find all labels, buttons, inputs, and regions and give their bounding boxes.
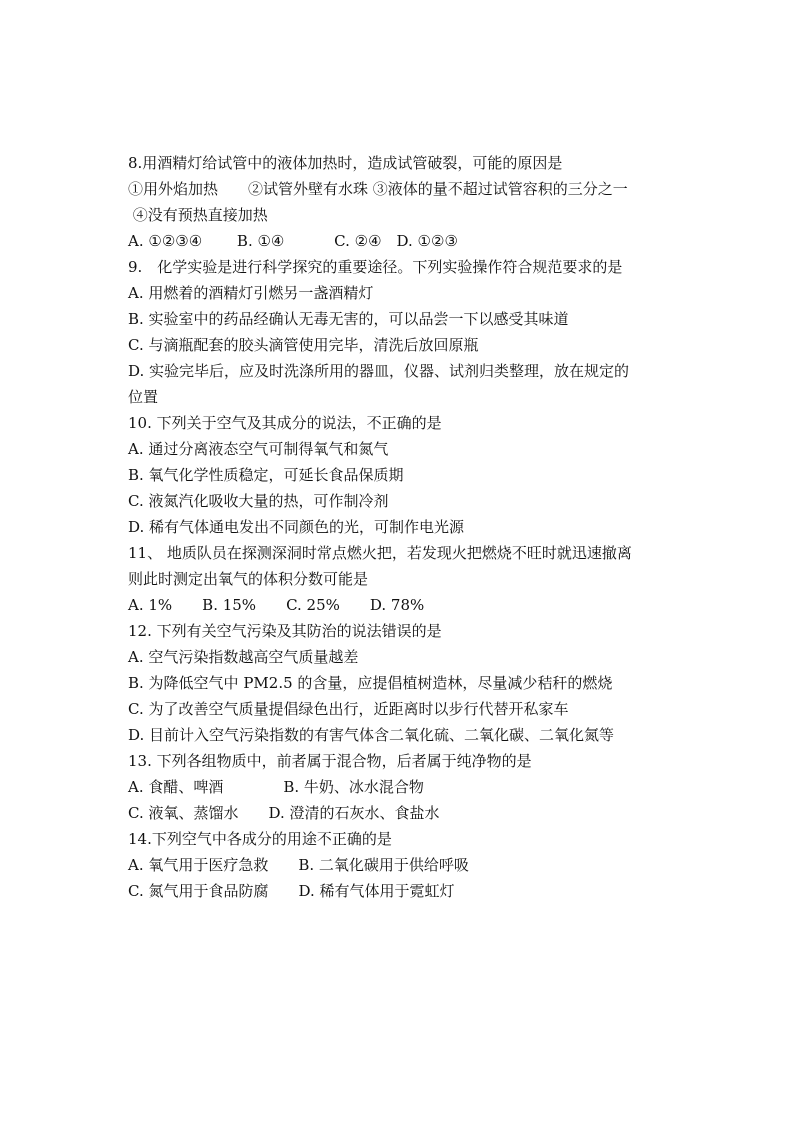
question-8-reasons-cont: ④没有预热直接加热 xyxy=(128,206,268,224)
question-8-reasons: ①用外焰加热 ②试管外壁有水珠 ③液体的量不超过试管容积的三分之一 xyxy=(128,180,628,198)
question-8-options: A. ①②③④ B. ①④ C. ②④ D. ①②③ xyxy=(128,232,458,250)
question-9-option-d-cont: 位置 xyxy=(128,388,159,406)
question-12-option-c: C. 为了改善空气质量提倡绿色出行，近距离时以步行代替开私家车 xyxy=(128,700,569,718)
question-12-stem: 12. 下列有关空气污染及其防治的说法错误的是 xyxy=(128,622,442,640)
question-12-option-d: D. 目前计入空气污染指数的有害气体含二氧化硫、二氧化碳、二氧化氮等 xyxy=(128,726,615,744)
question-10-option-a: A. 通过分离液态空气可制得氧气和氮气 xyxy=(128,440,389,458)
question-9-stem: 9. 化学实验是进行科学探究的重要途径。下列实验操作符合规范要求的是 xyxy=(128,258,623,276)
question-12-option-b: B. 为降低空气中 PM2.5 的含量，应提倡植树造林，尽量减少秸秆的燃烧 xyxy=(128,674,613,692)
question-10-option-c: C. 液氮汽化吸收大量的热，可作制冷剂 xyxy=(128,492,389,510)
question-10-stem: 10. 下列关于空气及其成分的说法，不正确的是 xyxy=(128,414,442,432)
question-9-option-c: C. 与滴瓶配套的胶头滴管使用完毕，清洗后放回原瓶 xyxy=(128,336,479,354)
question-13-stem: 13. 下列各组物质中，前者属于混合物，后者属于纯净物的是 xyxy=(128,752,532,770)
question-14-options-cd: C. 氮气用于食品防腐 D. 稀有气体用于霓虹灯 xyxy=(128,882,455,900)
question-9-option-b: B. 实验室中的药品经确认无毒无害的，可以品尝一下以感受其味道 xyxy=(128,310,569,328)
question-11-stem: 11、 地质队员在探测深洞时常点燃火把，若发现火把燃烧不旺时就迅速撤离 xyxy=(128,544,632,562)
question-9-option-a: A. 用燃着的酒精灯引燃另一盏酒精灯 xyxy=(128,284,374,302)
question-13-options-cd: C. 液氧、蒸馏水 D. 澄清的石灰水、食盐水 xyxy=(128,804,440,822)
question-14-stem: 14.下列空气中各成分的用途不正确的是 xyxy=(128,830,392,848)
question-8-stem: 8.用酒精灯给试管中的液体加热时，造成试管破裂，可能的原因是 xyxy=(128,154,563,172)
question-10-option-d: D. 稀有气体通电发出不同颜色的光，可制作电光源 xyxy=(128,518,465,536)
question-14-options-ab: A. 氧气用于医疗急救 B. 二氧化碳用于供给呼吸 xyxy=(128,856,469,874)
question-10-option-b: B. 氧气化学性质稳定，可延长食品保质期 xyxy=(128,466,404,484)
question-11-stem-cont: 则此时测定出氧气的体积分数可能是 xyxy=(128,570,369,588)
question-12-option-a: A. 空气污染指数越高空气质量越差 xyxy=(128,648,359,666)
question-9-option-d: D. 实验完毕后，应及时洗涤所用的器皿，仪器、试剂归类整理，放在规定的 xyxy=(128,362,630,380)
question-11-options: A. 1% B. 15% C. 25% D. 78% xyxy=(128,596,425,614)
question-13-options-ab: A. 食醋、啤酒 B. 牛奶、冰水混合物 xyxy=(128,778,424,796)
